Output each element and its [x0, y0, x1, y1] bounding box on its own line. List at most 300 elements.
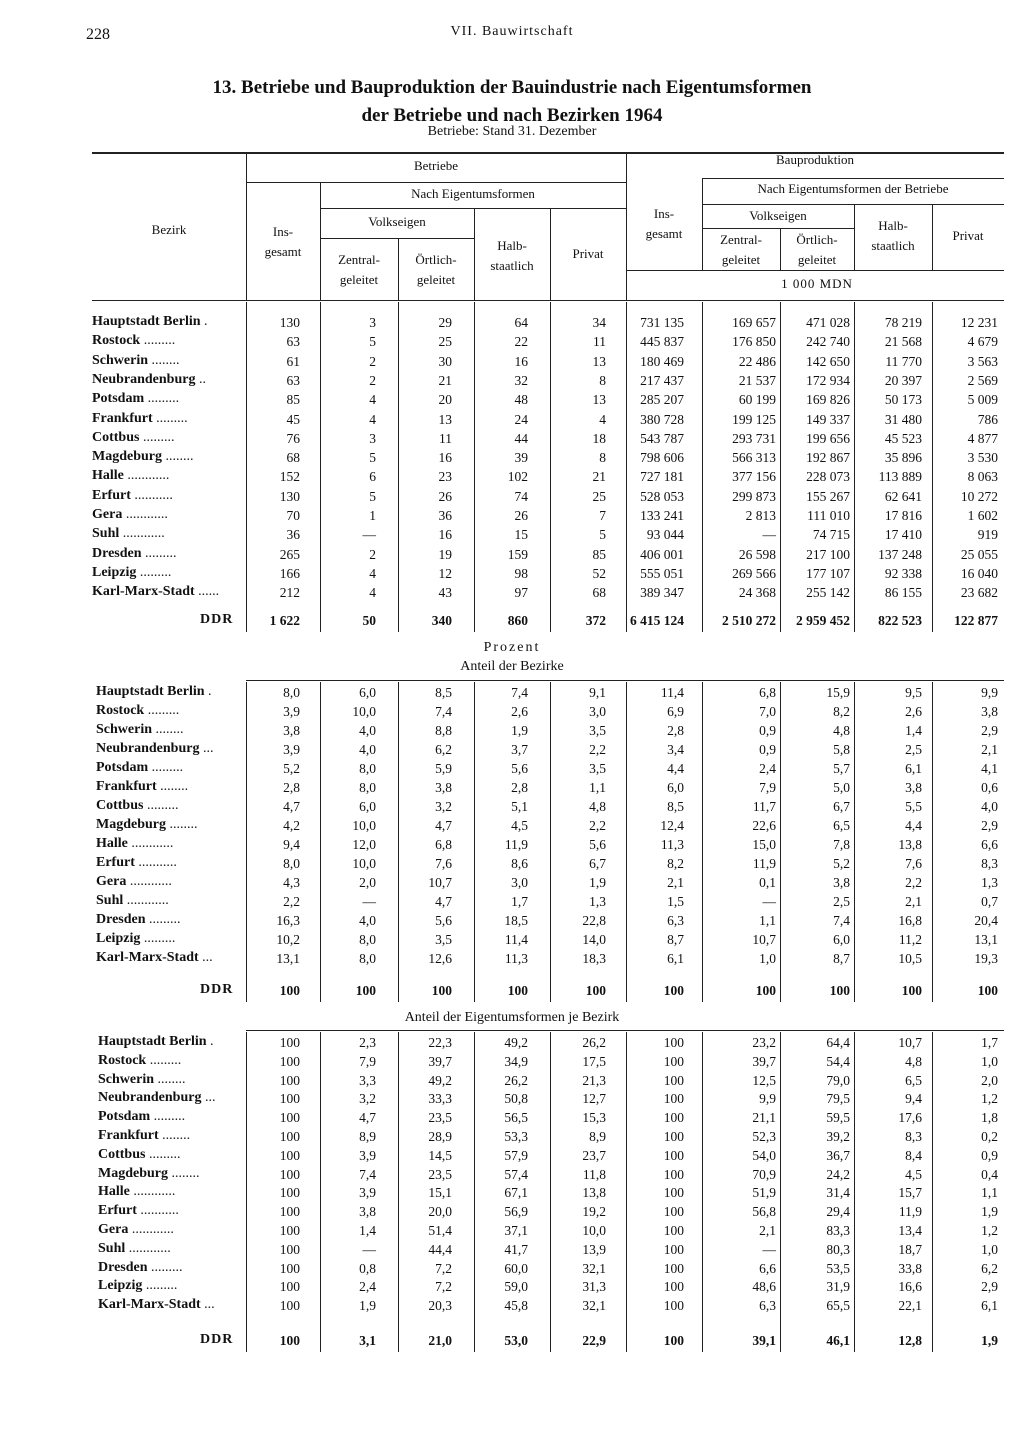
table-cell-absolute: 52 — [592, 565, 606, 581]
row-label-anteil-bezirke — [96, 741, 213, 757]
column-rule-absolute-5 — [626, 302, 627, 632]
table-cell-absolute: 25 — [592, 488, 606, 504]
table-cell-anteil-eigentum: 22,3 — [428, 1035, 452, 1050]
row-label-anteil-eigentum — [98, 1222, 174, 1238]
col-insgesamt-2 — [626, 204, 702, 244]
table-cell-anteil-bezirke: 8,0 — [359, 932, 376, 947]
table-cell-absolute: 68 — [592, 585, 606, 601]
leader-dots: ........ — [158, 1128, 191, 1143]
table-cell-anteil-bezirke: 2,9 — [981, 818, 998, 833]
table-cell-anteil-bezirke: 8,0 — [283, 856, 300, 871]
section-rule-1 — [246, 680, 1004, 681]
table-cell-absolute: 172 934 — [806, 372, 850, 388]
table-cell-absolute: 12 — [438, 565, 452, 581]
table-cell-absolute: 199 656 — [806, 430, 850, 446]
bezirk-name: Dresden — [96, 912, 146, 927]
table-cell-anteil-eigentum: 60,0 — [504, 1260, 528, 1276]
table-cell-anteil-eigentum: 100 — [279, 1110, 300, 1126]
total-cell-anteil-bezirke: 100 — [507, 983, 528, 998]
table-cell-anteil-eigentum: 4,7 — [359, 1110, 376, 1126]
rule-betriebe — [246, 182, 626, 183]
column-rule-absolute-2 — [398, 302, 399, 632]
bezirk-name: Hauptstadt Berlin — [92, 314, 201, 329]
table-cell-anteil-eigentum: 8,4 — [905, 1147, 922, 1163]
table-cell-absolute: 155 267 — [806, 488, 850, 504]
table-cell-anteil-bezirke: 0,7 — [981, 894, 998, 909]
bezirk-name: Magdeburg — [92, 449, 162, 465]
row-label-absolute — [92, 565, 171, 581]
leader-dots: ......... — [142, 1278, 178, 1294]
total-cell-anteil-bezirke: 100 — [585, 983, 606, 998]
table-cell-anteil-bezirke: 12,0 — [352, 837, 376, 852]
table-cell-absolute: 31 480 — [884, 411, 922, 427]
table-cell-absolute: 34 — [592, 315, 606, 330]
table-cell-absolute: 35 896 — [884, 450, 922, 466]
bezirk-name: Dresden — [98, 1259, 148, 1275]
row-label-anteil-eigentum — [98, 1128, 190, 1144]
bezirk-name: Gera — [92, 507, 123, 522]
row-label-anteil-bezirke — [96, 912, 181, 928]
table-cell-absolute: 255 142 — [806, 585, 850, 601]
leader-dots: ........ — [156, 779, 189, 794]
table-cell-anteil-eigentum: 100 — [663, 1260, 684, 1276]
table-cell-anteil-bezirke: 2,5 — [833, 894, 850, 909]
row-label-absolute — [92, 584, 219, 600]
table-cell-absolute: 5 — [599, 527, 606, 543]
table-cell-anteil-bezirke: 3,8 — [833, 875, 850, 890]
table-cell-absolute: 180 469 — [640, 353, 684, 369]
leader-dots: ........ — [154, 1071, 186, 1087]
table-cell-anteil-eigentum: 2,3 — [359, 1035, 376, 1050]
table-cell-anteil-eigentum: 37,1 — [504, 1223, 528, 1238]
bezirk-name: Suhl — [92, 526, 120, 542]
table-cell-anteil-eigentum: 33,8 — [898, 1260, 922, 1276]
table-cell-anteil-eigentum: 8,9 — [359, 1129, 376, 1144]
table-cell-anteil-bezirke: 11,7 — [752, 799, 776, 814]
table-cell-absolute: 85 — [286, 392, 300, 408]
table-cell-anteil-eigentum: 100 — [663, 1110, 684, 1126]
table-cell-absolute: 44 — [514, 430, 528, 446]
table-cell-absolute: 786 — [977, 411, 998, 427]
table-cell-absolute: 85 — [592, 546, 606, 562]
table-cell-absolute: 70 — [286, 508, 300, 523]
table-cell-anteil-bezirke: — — [762, 894, 776, 909]
table-cell-anteil-bezirke: 8,0 — [359, 780, 376, 795]
row-label-absolute — [92, 488, 173, 504]
leader-dots: ........... — [136, 1203, 179, 1219]
table-cell-absolute: 169 826 — [806, 392, 850, 408]
table-cell-anteil-bezirke: 11,3 — [660, 837, 684, 852]
row-label-anteil-bezirke — [96, 836, 173, 852]
table-cell-anteil-eigentum: 23,7 — [582, 1147, 606, 1163]
row-label-absolute — [92, 372, 206, 388]
table-cell-absolute: 13 — [438, 411, 452, 427]
row-label-absolute — [92, 449, 194, 465]
table-cell-anteil-eigentum: 11,8 — [582, 1166, 606, 1182]
total-cell-anteil-eigentum: 3,1 — [359, 1333, 376, 1348]
table-cell-anteil-bezirke: 5,5 — [905, 799, 922, 814]
table-cell-absolute: 133 241 — [640, 508, 684, 523]
table-cell-anteil-bezirke: 3,0 — [589, 704, 606, 719]
table-cell-anteil-eigentum: 10,7 — [898, 1035, 922, 1050]
row-label-anteil-eigentum — [98, 1147, 180, 1163]
table-cell-anteil-bezirke: 6,8 — [759, 685, 776, 700]
table-cell-anteil-bezirke: 8,5 — [435, 685, 452, 700]
total-cell-absolute: 2 510 272 — [722, 613, 776, 628]
table-cell-anteil-eigentum: 9,9 — [759, 1091, 776, 1107]
col-betriebe: Betriebe — [413, 158, 459, 173]
column-rule-absolute-0 — [246, 302, 247, 632]
table-cell-anteil-eigentum: 100 — [663, 1035, 684, 1050]
bezirk-name: Rostock — [96, 703, 145, 718]
row-label-absolute — [92, 430, 174, 446]
table-cell-anteil-bezirke: 1,9 — [589, 875, 606, 890]
table-cell-anteil-eigentum: 2,9 — [981, 1279, 998, 1295]
table-cell-anteil-eigentum: 17,6 — [898, 1110, 922, 1126]
rule-nach-eig-2 — [702, 204, 1004, 205]
table-cell-absolute: 26 — [438, 488, 452, 504]
row-label-total-anteil-eigentum: DDR — [200, 1332, 234, 1347]
table-cell-anteil-bezirke: 5,2 — [833, 856, 850, 871]
table-cell-absolute: 76 — [286, 430, 300, 446]
row-label-anteil-bezirke — [96, 798, 178, 814]
table-cell-anteil-eigentum: 67,1 — [504, 1185, 528, 1201]
table-cell-anteil-eigentum: 0,9 — [981, 1147, 998, 1163]
row-label-anteil-bezirke — [96, 779, 188, 795]
bezirk-name: Gera — [98, 1222, 129, 1237]
column-rule-absolute-7 — [780, 302, 781, 632]
table-cell-absolute: 4 — [369, 411, 376, 427]
table-cell-anteil-bezirke: 10,0 — [352, 818, 376, 833]
table-cell-anteil-eigentum: 50,8 — [504, 1091, 528, 1107]
table-cell-anteil-bezirke: 6,1 — [667, 951, 684, 966]
table-cell-anteil-eigentum: 53,3 — [504, 1129, 528, 1144]
leader-dots: . — [206, 1034, 214, 1049]
table-cell-absolute: 8 — [599, 450, 606, 466]
table-cell-absolute: 176 850 — [732, 334, 776, 350]
total-cell-anteil-eigentum: 12,8 — [898, 1333, 922, 1348]
leader-dots: ............ — [129, 1184, 176, 1200]
total-cell-absolute: 822 523 — [878, 613, 922, 628]
table-cell-anteil-eigentum: 100 — [279, 1204, 300, 1220]
table-cell-anteil-eigentum: 6,1 — [981, 1298, 998, 1314]
table-cell-anteil-eigentum: 20,0 — [428, 1204, 452, 1220]
total-cell-absolute: 50 — [362, 613, 376, 628]
table-cell-anteil-eigentum: 1,2 — [981, 1091, 998, 1107]
table-cell-anteil-eigentum: 8,9 — [589, 1129, 606, 1144]
table-cell-anteil-eigentum: 1,8 — [981, 1110, 998, 1126]
table-cell-anteil-bezirke: 4,7 — [435, 818, 452, 833]
table-cell-anteil-bezirke: 2,1 — [667, 875, 684, 890]
table-cell-anteil-bezirke: 5,1 — [511, 799, 528, 814]
col-oertlich-2-b: geleitet — [797, 252, 837, 267]
leader-dots: ......... — [141, 545, 177, 561]
table-cell-absolute: 543 787 — [640, 430, 684, 446]
table-cell-anteil-eigentum: 15,7 — [898, 1185, 922, 1201]
table-cell-anteil-bezirke: 11,9 — [504, 837, 528, 852]
total-cell-anteil-bezirke: 100 — [279, 983, 300, 998]
col-privat-2: Privat — [952, 228, 984, 243]
table-cell-anteil-bezirke: 6,6 — [981, 837, 998, 852]
table-cell-absolute: 20 — [438, 392, 452, 408]
row-label-anteil-eigentum — [98, 1109, 185, 1125]
row-label-absolute — [92, 411, 188, 427]
table-cell-anteil-eigentum: 100 — [663, 1185, 684, 1201]
table-cell-anteil-eigentum: 52,3 — [752, 1129, 776, 1144]
leader-dots: ............ — [128, 1222, 174, 1237]
table-cell-absolute: 68 — [286, 450, 300, 466]
row-label-absolute — [92, 526, 165, 542]
table-cell-anteil-bezirke: 9,9 — [981, 685, 998, 700]
table-cell-anteil-eigentum: 6,3 — [759, 1298, 776, 1314]
table-cell-anteil-eigentum: 0,8 — [359, 1260, 376, 1276]
table-cell-anteil-eigentum: 56,5 — [504, 1110, 528, 1126]
row-label-absolute — [92, 507, 168, 523]
table-cell-anteil-eigentum: 33,3 — [428, 1091, 452, 1107]
table-cell-anteil-eigentum: 100 — [279, 1279, 300, 1295]
table-cell-absolute: 137 248 — [878, 546, 922, 562]
table-cell-anteil-bezirke: 5,2 — [283, 761, 300, 776]
bezirk-name: Neubrandenburg — [96, 741, 200, 756]
col-nach-eigentumsformen: Nach Eigentumsformen — [411, 186, 535, 201]
table-cell-anteil-eigentum: 54,4 — [826, 1053, 850, 1069]
table-cell-absolute: 265 — [279, 546, 300, 562]
leader-dots: ......... — [140, 333, 176, 349]
bezirk-name: Halle — [96, 836, 128, 851]
table-cell-anteil-bezirke: 1,9 — [511, 723, 528, 738]
table-cell-anteil-bezirke: 11,4 — [504, 932, 528, 947]
bezirk-name: Halle — [92, 468, 124, 484]
total-cell-anteil-bezirke: 100 — [663, 983, 684, 998]
total-cell-anteil-eigentum: 100 — [279, 1333, 300, 1348]
table-cell-anteil-eigentum: 15,1 — [428, 1185, 452, 1201]
table-cell-anteil-bezirke: 10,7 — [752, 932, 776, 947]
row-label-anteil-eigentum — [98, 1034, 214, 1050]
row-label-absolute — [92, 333, 175, 349]
table-cell-absolute: 62 641 — [884, 488, 922, 504]
table-cell-anteil-bezirke: 2,4 — [759, 761, 776, 776]
table-cell-anteil-bezirke: 8,5 — [667, 799, 684, 814]
table-cell-anteil-bezirke: 9,1 — [589, 685, 606, 700]
table-cell-anteil-bezirke: 0,6 — [981, 780, 998, 795]
table-cell-anteil-eigentum: 32,1 — [582, 1260, 606, 1276]
table-cell-anteil-eigentum: — — [762, 1241, 776, 1257]
bezirk-name: Gera — [96, 874, 127, 889]
bezirk-name: Cottbus — [98, 1146, 146, 1162]
table-cell-anteil-bezirke: 4,2 — [283, 818, 300, 833]
table-cell-anteil-bezirke: 3,4 — [667, 742, 684, 757]
bezirk-name: Halle — [98, 1184, 130, 1200]
table-cell-anteil-bezirke: 9,5 — [905, 685, 922, 700]
table-cell-absolute: 528 053 — [640, 488, 684, 504]
leader-dots: ........ — [152, 722, 184, 737]
table-cell-anteil-bezirke: 5,7 — [833, 761, 850, 776]
table-cell-anteil-eigentum: 1,7 — [981, 1035, 998, 1050]
leader-dots: ........ — [166, 817, 198, 832]
table-cell-anteil-bezirke: — — [362, 894, 376, 909]
table-cell-anteil-eigentum: 59,5 — [826, 1110, 850, 1126]
table-cell-absolute: 8 — [599, 372, 606, 388]
row-label-anteil-eigentum — [98, 1053, 181, 1069]
col-oertlich-2-a: Örtlich- — [796, 232, 838, 247]
col-zentral-1 — [320, 250, 398, 290]
row-label-absolute — [92, 546, 177, 562]
table-cell-absolute: 2 813 — [745, 508, 776, 523]
table-cell-absolute: 8 063 — [967, 469, 998, 485]
table-cell-anteil-bezirke: 3,7 — [511, 742, 528, 757]
table-cell-anteil-eigentum: 8,3 — [905, 1129, 922, 1144]
table-cell-anteil-eigentum: 39,7 — [752, 1053, 776, 1069]
table-cell-absolute: 4 679 — [967, 334, 998, 350]
table-cell-anteil-bezirke: 8,7 — [833, 951, 850, 966]
table-cell-anteil-bezirke: 7,8 — [833, 837, 850, 852]
table-cell-anteil-eigentum: 31,3 — [582, 1279, 606, 1295]
row-label-anteil-bezirke — [96, 950, 213, 966]
table-cell-absolute: 19 — [438, 546, 452, 562]
table-cell-anteil-bezirke: 11,9 — [752, 856, 776, 871]
table-cell-anteil-bezirke: 8,2 — [833, 704, 850, 719]
table-cell-absolute: 130 — [279, 315, 300, 330]
table-cell-anteil-eigentum: 1,4 — [359, 1223, 376, 1238]
total-cell-absolute: 122 877 — [954, 613, 998, 628]
column-rule-absolute-1 — [320, 302, 321, 632]
table-cell-anteil-bezirke: 2,2 — [905, 875, 922, 890]
table-cell-anteil-eigentum: 80,3 — [826, 1241, 850, 1257]
table-cell-absolute: 2 — [369, 546, 376, 562]
table-cell-anteil-bezirke: 0,9 — [759, 723, 776, 738]
table-cell-absolute: 4 877 — [967, 430, 998, 446]
col-oertlich-1-b: geleitet — [416, 272, 456, 287]
table-cell-anteil-eigentum: 100 — [663, 1223, 684, 1238]
col-halb-1-a: Halb- — [497, 238, 527, 253]
table-cell-anteil-bezirke: 13,1 — [276, 951, 300, 966]
table-cell-anteil-eigentum: 20,3 — [428, 1298, 452, 1314]
table-cell-anteil-eigentum: 28,9 — [428, 1129, 452, 1144]
row-label-anteil-bezirke — [96, 931, 175, 947]
table-cell-anteil-bezirke: 22,8 — [582, 913, 606, 928]
total-cell-anteil-bezirke: 100 — [901, 983, 922, 998]
table-cell-absolute: 25 — [438, 334, 452, 350]
table-cell-anteil-bezirke: 7,0 — [759, 704, 776, 719]
table-cell-absolute: 149 337 — [806, 411, 850, 427]
table-cell-anteil-bezirke: 10,7 — [428, 875, 452, 890]
table-cell-anteil-eigentum: 26,2 — [504, 1072, 528, 1088]
table-cell-anteil-bezirke: 10,0 — [352, 704, 376, 719]
table-cell-absolute: 380 728 — [640, 411, 684, 427]
column-rule-absolute-8 — [854, 302, 855, 632]
bezirk-name: Neubrandenburg — [98, 1090, 202, 1106]
table-cell-anteil-eigentum: 22,1 — [898, 1298, 922, 1314]
table-cell-anteil-eigentum: 24,2 — [826, 1166, 850, 1182]
table-cell-anteil-eigentum: 51,4 — [428, 1223, 452, 1238]
row-label-anteil-eigentum — [98, 1297, 215, 1313]
table-cell-anteil-eigentum: 4,5 — [905, 1166, 922, 1182]
table-cell-anteil-eigentum: 100 — [663, 1241, 684, 1257]
table-cell-absolute: 217 100 — [806, 546, 850, 562]
table-cell-anteil-eigentum: 65,5 — [826, 1298, 850, 1314]
table-cell-anteil-eigentum: 29,4 — [826, 1204, 850, 1220]
table-cell-anteil-bezirke: 7,6 — [905, 856, 922, 871]
row-label-anteil-bezirke — [96, 874, 172, 890]
row-label-anteil-eigentum — [98, 1090, 215, 1106]
table-cell-absolute: 4 — [599, 411, 606, 427]
table-cell-absolute: 21 — [592, 469, 606, 485]
table-cell-anteil-eigentum: 100 — [663, 1129, 684, 1144]
table-cell-anteil-eigentum: 7,9 — [359, 1053, 376, 1069]
table-cell-anteil-eigentum: 3,2 — [359, 1091, 376, 1107]
table-cell-anteil-eigentum: 100 — [279, 1129, 300, 1144]
row-label-absolute — [92, 353, 180, 369]
total-cell-absolute: 372 — [585, 613, 606, 628]
section-anteil-bezirke: Anteil der Bezirke — [460, 659, 564, 674]
row-label-total-absolute: DDR — [200, 612, 234, 627]
table-cell-absolute: 86 155 — [884, 585, 922, 601]
leader-dots: ............ — [119, 526, 165, 542]
table-cell-anteil-bezirke: 0,1 — [759, 875, 776, 890]
total-cell-absolute: 1 622 — [269, 613, 300, 628]
table-cell-anteil-eigentum: 57,9 — [504, 1147, 528, 1163]
table-cell-anteil-eigentum: 41,7 — [504, 1241, 528, 1257]
leader-dots: ... — [198, 950, 213, 965]
table-cell-anteil-eigentum: 1,0 — [981, 1241, 998, 1257]
table-cell-anteil-bezirke: 9,4 — [283, 837, 300, 852]
table-cell-anteil-eigentum: 7,2 — [435, 1279, 452, 1295]
table-cell-anteil-eigentum: 10,0 — [582, 1223, 606, 1238]
table-cell-anteil-eigentum: 100 — [663, 1204, 684, 1220]
leader-dots: ......... — [145, 1146, 181, 1162]
table-cell-anteil-bezirke: 12,6 — [428, 951, 452, 966]
col-zentral-2 — [702, 230, 780, 270]
rule-volkseigen-1 — [320, 238, 474, 239]
table-cell-anteil-bezirke: 8,0 — [359, 761, 376, 776]
bezirk-name: Magdeburg — [98, 1165, 168, 1181]
table-cell-anteil-eigentum: 44,4 — [428, 1241, 452, 1257]
table-cell-anteil-bezirke: 1,4 — [905, 723, 922, 738]
table-cell-absolute: 21 537 — [738, 372, 776, 388]
table-cell-anteil-eigentum: 13,8 — [582, 1185, 606, 1201]
table-cell-absolute: 389 347 — [640, 585, 684, 601]
table-cell-anteil-bezirke: 11,2 — [898, 932, 922, 947]
table-cell-anteil-eigentum: 19,2 — [582, 1204, 606, 1220]
col-bauproduktion: Bauproduktion — [776, 152, 854, 167]
table-cell-anteil-bezirke: 6,5 — [833, 818, 850, 833]
table-cell-anteil-eigentum: 70,9 — [752, 1166, 776, 1182]
bezirk-name: Erfurt — [92, 487, 131, 503]
table-cell-absolute: 18 — [592, 430, 606, 446]
bezirk-name: Rostock — [98, 1052, 147, 1068]
row-label-anteil-bezirke — [96, 893, 169, 909]
total-cell-anteil-eigentum: 53,0 — [504, 1333, 528, 1348]
leader-dots: ......... — [152, 410, 188, 426]
table-cell-anteil-bezirke: 13,8 — [898, 837, 922, 852]
table-cell-absolute: 43 — [438, 585, 452, 601]
table-cell-absolute: 63 — [286, 334, 300, 350]
title-line-2: der Betriebe und nach Bezirken 1964 — [361, 105, 663, 126]
total-cell-absolute: 340 — [431, 613, 452, 628]
bezirk-name: Hauptstadt Berlin — [98, 1034, 207, 1049]
table-cell-absolute: 4 — [369, 585, 376, 601]
row-label-absolute — [92, 468, 169, 484]
table-cell-anteil-eigentum: 3,9 — [359, 1147, 376, 1163]
section-rule-2 — [246, 1030, 1004, 1031]
leader-dots: ............ — [123, 468, 170, 484]
table-cell-absolute: 16 — [438, 527, 452, 543]
total-cell-absolute: 860 — [507, 613, 528, 628]
table-cell-anteil-eigentum: 1,0 — [981, 1053, 998, 1069]
table-cell-anteil-eigentum: 2,0 — [981, 1072, 998, 1088]
table-cell-anteil-eigentum: 1,2 — [981, 1223, 998, 1238]
table-cell-anteil-eigentum: 16,6 — [898, 1279, 922, 1295]
